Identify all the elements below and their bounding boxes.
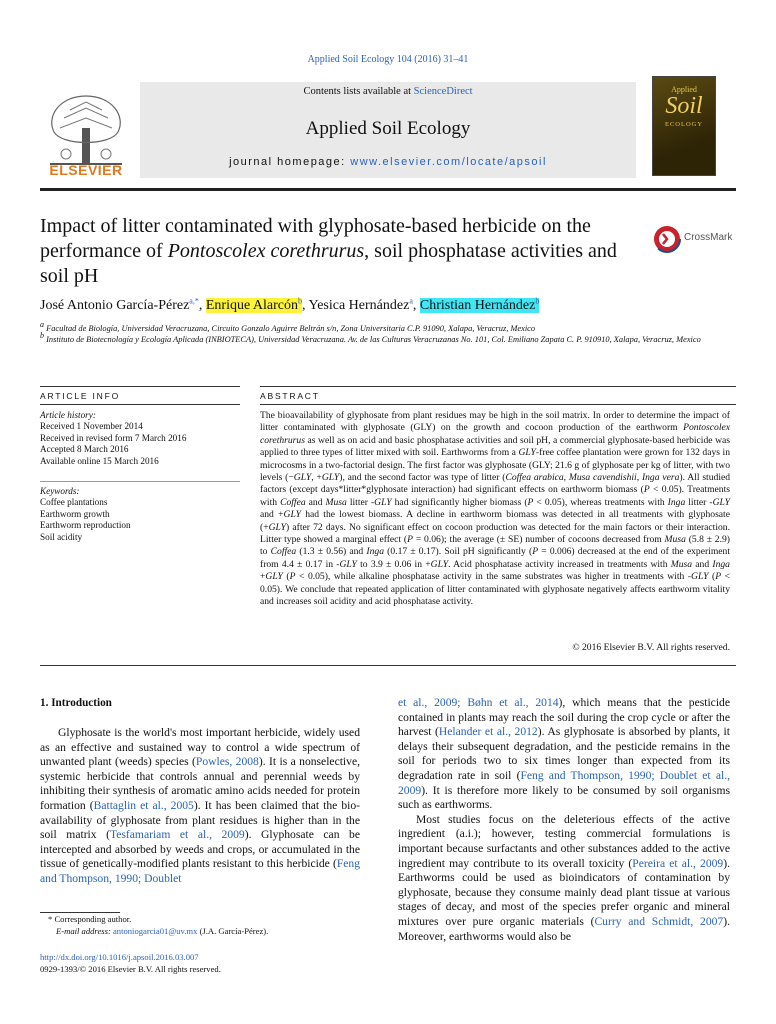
footnote-rule	[40, 912, 120, 913]
cover-ecology: ECOLOGY	[664, 121, 704, 128]
citation-link[interactable]: et al., 2009; Bøhn et al., 2014	[398, 696, 559, 709]
history-accepted: Accepted 8 March 2016	[40, 444, 129, 455]
email-line: E-mail address: antoniogarcia01@uv.mx (J.A. García-Pérez).	[56, 925, 269, 936]
issn-line: 0929-1393/© 2016 Elsevier B.V. All rights reserved.	[40, 963, 221, 974]
footnote	[40, 914, 380, 937]
history-received: Received 1 November 2014	[40, 421, 143, 432]
author-affiliation-mark[interactable]: a,*	[189, 296, 199, 306]
journal-reference[interactable]: Applied Soil Ecology 104 (2016) 31–41	[307, 54, 469, 65]
contents-line	[140, 86, 636, 97]
citation-link[interactable]: Battaglin et al., 2005	[93, 798, 194, 812]
author-name[interactable]: Christian Hernández	[419, 298, 536, 313]
keywords-divider	[40, 481, 240, 482]
email-link[interactable]: antoniogarcia01@uv.mx	[112, 925, 198, 936]
abstract-rule-top	[260, 386, 736, 387]
citation-link[interactable]: Powles, 2008	[195, 755, 259, 769]
article-info-heading: ARTICLE INFO	[40, 391, 121, 401]
keyword: Earthworm reproduction	[40, 520, 131, 531]
sciencedirect-link[interactable]: ScienceDirect	[413, 86, 473, 97]
corresponding-author-note: * Corresponding author.	[48, 914, 132, 924]
keyword: Soil acidity	[40, 531, 83, 542]
history-online: Available online 15 March 2016	[40, 455, 159, 466]
journal-homepage	[140, 156, 636, 168]
affiliation-b: $^b$ Instituto de Biotecnología y Ecología Aplicada (INBIOTECA), Universidad Veracruzana. Av. de las Culturas Veracruzanas No. 101, Col. Emiliano Zapata C. P. 910910, Xalapa, Veracruz, Mexico	[40, 331, 701, 344]
homepage-prefix: journal homepage:	[229, 156, 351, 168]
citation-link[interactable]: Feng and Thompson, 1990; Doublet	[40, 857, 360, 885]
citation-link[interactable]: Tesfamariam et al., 2009	[110, 828, 245, 842]
citation-link[interactable]: Pereira et al., 2009	[632, 856, 724, 870]
abstract-copyright: © 2016 Elsevier B.V. All rights reserved.	[572, 642, 730, 653]
abstract-rule	[260, 404, 736, 405]
crossmark-label[interactable]: CrossMark	[684, 232, 733, 243]
author-name[interactable]: Yesica Hernández	[308, 298, 410, 313]
keywords-block	[40, 486, 240, 543]
doi-link[interactable]: http://dx.doi.org/10.1016/j.apsoil.2016.03.007	[40, 952, 199, 962]
author-affiliation-mark[interactable]: a	[409, 296, 413, 306]
left-column	[40, 726, 360, 887]
abstract-bottom-rule	[40, 665, 736, 666]
crossmark-icon[interactable]	[652, 224, 682, 254]
homepage-link[interactable]: www.elsevier.com/locate/apsoil	[350, 156, 547, 168]
contents-prefix: Contents lists available at	[303, 86, 414, 97]
article-info-rule	[40, 404, 240, 405]
keyword: Coffee plantations	[40, 497, 108, 508]
author-list: José Antonio García-Pérez$^{a,*}$, Enrique Alarcón$^b$, Yesica Hernández$^a$, Christian Hernández$^b$	[40, 296, 540, 313]
journal-cover-thumbnail[interactable]	[652, 76, 716, 176]
citation-link[interactable]: Helander et al., 2012	[438, 725, 538, 739]
author-name[interactable]: Enrique Alarcón	[205, 298, 298, 313]
elsevier-tree-logo	[40, 82, 132, 174]
abstract-text: The bioavailability of glyphosate from plant residues may be high in the soil matrix. In order to determine the impact of litter contaminated with glyphosate (GLY) on the growth and cocoon production of the earthworm Pontoscolex corethrurus as well as on acid and basic phosphatase activities and soil pH, a commercial glyphosate-based herbicide was applied to three types of litter mixed with soil. Earthworms from a GLY-free coffee plantation were grown for 132 days in microcosms in a two-factorial design. The first factor was glyphosate (GLY; 21.6 g of glyphosate per kg of litter, with two levels (−GLY, +GLY), and the second factor was type of litter (Coffea arabica, Musa cavendishii, Inga vera). All studied factors (except days*litter*glyphosate interaction) had significant effects on earthworm biomass (P < 0.05). Treatments with Coffea and Musa litter -GLY had significantly higher biomass (P < 0.05), whereas treatments with Inga litter -GLY and +GLY had the lowest biomass. A decline in earthworm biomass was detected in all treatments with glyphosate (+GLY) after 72 days. No significant effect on cocoon production was detected for the main factors or their interaction. Litter type showed a marginal effect (P = 0.06); the average (± SE) number of cocoons decreased from Musa (5.8 ± 2.9) to Coffea (1.3 ± 0.56) and Inga (0.17 ± 0.17). Soil pH significantly (P = 0.006) decreased at the end of the experiment from 4.4 ± 0.17 in -GLY to 3.9 ± 0.06 in +GLY. Acid phosphatase activity increased in treatments with Musa and Inga +GLY (P < 0.05), while alkaline phosphatase activity in the same substrates was higher in treatments with -GLY (P < 0.05). We conclude that repeated application of litter contaminated with glyphosate negatively affects earthworm vitality and increases soil acidity and acid phosphatase activity.	[260, 410, 731, 608]
author-name[interactable]: José Antonio García-Pérez	[40, 298, 190, 313]
affiliation-a: $^a$ Facultad de Biología, Universidad Veracruzana, Circuito Gonzalo Aguirre Beltrán s/n, Zona Universitaria C.P. 91090, Xalapa, Veracruz, Mexico	[40, 320, 536, 333]
author-affiliation-mark[interactable]: b	[298, 296, 302, 306]
author-affiliation-mark[interactable]: b	[535, 296, 540, 306]
body-paragraph: et al., 2009; Bøhn et al., 2014), which means that the pesticide contained in plants may reach the soil during the crop cycle or after the harvest (Helander et al., 2012). As glyphosate is absorbed by plants, it delays their subsequent degradation, and the pesticide remains in the soil for periods two to six times longer than expected from its degradation rate in soil (Feng and Thompson, 1990; Doublet et al., 2009). It is therefore more likely to be consumed by soil organisms such as earthworms.	[398, 696, 730, 812]
article-info-rule-top	[40, 386, 240, 387]
doi-block	[40, 952, 380, 975]
history-label: Article history:	[40, 410, 96, 420]
keyword: Earthworm growth	[40, 508, 110, 519]
publisher-name: ELSEVIER	[49, 162, 123, 178]
cover-soil: Soil	[665, 93, 703, 119]
cover-applied: Applied	[671, 85, 697, 94]
history-revised: Received in revised form 7 March 2016	[40, 432, 187, 443]
citation-link[interactable]: Curry and Schmidt, 2007	[594, 914, 724, 928]
article-title: Impact of litter contaminated with glyphosate-based herbicide on the performance of Pontoscolex corethrurus, soil phosphatase activities and soil pH	[40, 215, 617, 287]
right-column	[398, 696, 730, 944]
body-paragraph: Most studies focus on the deleterious effects of the active ingredient (a.i.); however, testing commercial formulations is important because surfactants and other substances added to the active ingredient may contribute to its overall toxicity (Pereira et al., 2009). Earthworms could be used as bioindicators of contamination by glyphosate, because they consume mainly dead plant tissue at various stages of decay, and most of the species prefer organic and mineral mixtures over pure organic materials (Curry and Schmidt, 2007). Moreover, earthworms would also be	[398, 812, 730, 943]
article-history	[40, 410, 240, 467]
section-heading: 1. Introduction	[40, 697, 112, 709]
abstract-heading: ABSTRACT	[260, 391, 320, 401]
body-paragraph: Glyphosate is the world's most important herbicide, widely used as an effective and sustained way to control a wide spectrum of unwanted plant (weeds) species (Powles, 2008). It is a nonselective, systemic herbicide that controls annual and perennial weeds by inhibiting their synthesis of aromatic amino acids needed for protein formation (Battaglin et al., 2005). It has been claimed that the bio-availability of glyphosate from plant residues is higher than in the soil matrix (Tesfamariam et al., 2009). Glyphosate can be intercepted and absorbed by weeds and crops, or accumulated in the tissue of genetically-modified plants resistant to this herbicide (Feng and Thompson, 1990; Doublet	[40, 726, 360, 885]
keywords-label: Keywords:	[40, 486, 80, 496]
header-divider	[40, 188, 736, 191]
journal-title: Applied Soil Ecology	[305, 118, 471, 139]
citation-link[interactable]: Feng and Thompson, 1990; Doublet et al., 2009	[398, 768, 730, 797]
